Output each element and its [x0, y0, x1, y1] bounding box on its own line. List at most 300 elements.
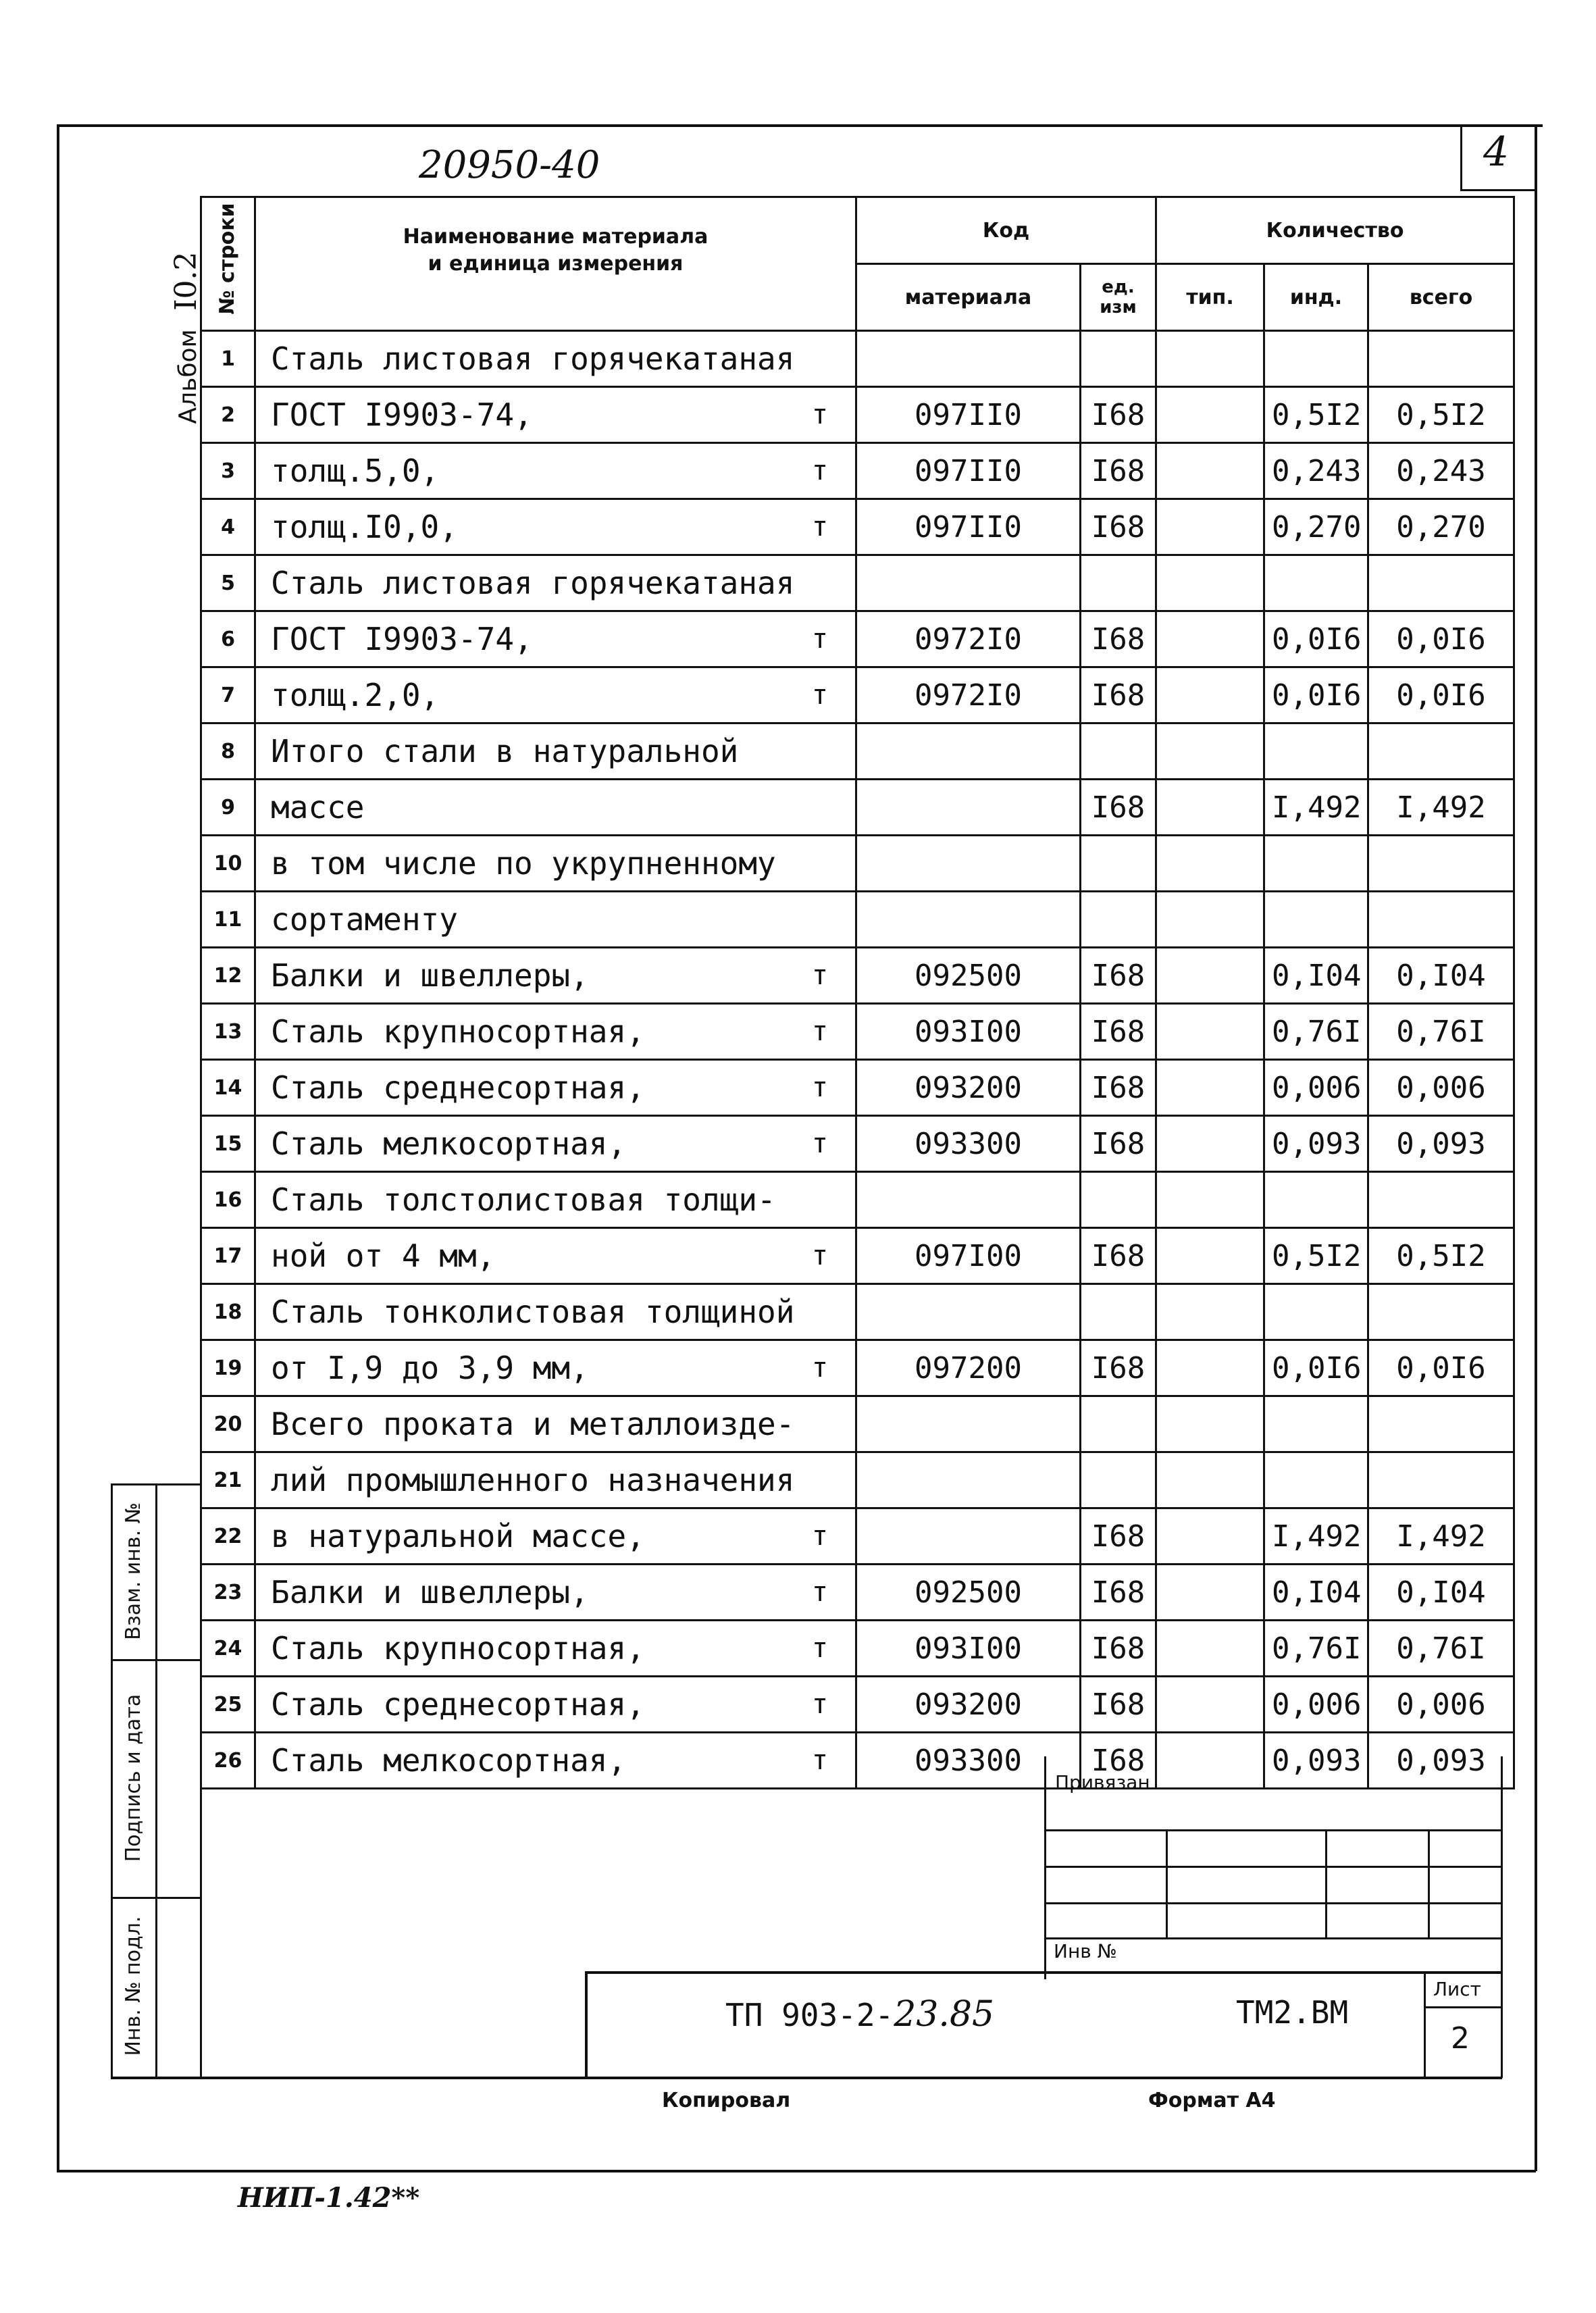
material-name: [255, 1677, 856, 1733]
material-name: [255, 387, 856, 443]
qty-ind: I,492: [1264, 780, 1368, 836]
material-code: [856, 1396, 1081, 1452]
qty-total: 0,093: [1368, 1116, 1514, 1172]
material-name-text: Сталь листовая горячекатаная: [271, 340, 795, 377]
qty-total: 0,5I2: [1368, 387, 1514, 443]
qty-ind: [1264, 1452, 1368, 1508]
table-row: [201, 892, 1514, 948]
album-number: I0.2: [169, 251, 203, 311]
unit-code: [1081, 836, 1156, 892]
unit-code: [1081, 331, 1156, 387]
lower-right-border: [1501, 1756, 1503, 2078]
table-row: [201, 1340, 1514, 1396]
frame-top-line: [57, 124, 1543, 127]
qty-typ: [1156, 499, 1264, 555]
qty-total: [1368, 1396, 1514, 1452]
material-name: [255, 836, 856, 892]
qty-typ: [1156, 1004, 1264, 1060]
material-name: [255, 331, 856, 387]
table-row: [201, 1284, 1514, 1340]
qty-ind: [1264, 836, 1368, 892]
copied-label: Копировал: [662, 2089, 791, 2112]
inv-no-label: Инв №: [1054, 1940, 1117, 1962]
qty-total-header: всего: [1368, 264, 1514, 331]
material-code: [856, 1508, 1081, 1565]
material-name-text: ГОСТ I9903-74,: [271, 621, 533, 657]
frame-bottom-line: [57, 2170, 1536, 2172]
material-name: [255, 1116, 856, 1172]
stamp-divider-1: [111, 1659, 202, 1661]
material-name-text: от I,9 до 3,9 мм,: [271, 1350, 589, 1386]
qty-ind: 0,0I6: [1264, 611, 1368, 667]
measure-unit: т: [811, 1521, 828, 1552]
unit-code: [1081, 723, 1156, 780]
stamp-inner-border: [155, 1483, 157, 2078]
qty-total: [1368, 1172, 1514, 1228]
material-name: [255, 1508, 856, 1565]
row-number: 26: [201, 1733, 255, 1789]
material-code: 092500: [856, 1565, 1081, 1621]
qty-ind: [1264, 1396, 1368, 1452]
material-name-text: ной от 4 мм,: [271, 1238, 496, 1274]
qty-typ: [1156, 1284, 1264, 1340]
measure-unit: т: [811, 455, 828, 486]
material-code: 097200: [856, 1340, 1081, 1396]
qty-ind: 0,0I6: [1264, 1340, 1368, 1396]
material-name-text: Сталь тонколистовая толщиной: [271, 1294, 795, 1330]
row-number: 4: [201, 499, 255, 555]
unit-code: I68: [1081, 1508, 1156, 1565]
qty-typ: [1156, 1508, 1264, 1565]
material-code: 093200: [856, 1060, 1081, 1116]
qty-typ: [1156, 611, 1264, 667]
qty-ind: [1264, 555, 1368, 611]
measure-unit: т: [811, 680, 828, 711]
material-name: [255, 1565, 856, 1621]
row-number: 16: [201, 1172, 255, 1228]
qty-typ: [1156, 892, 1264, 948]
frame-left-line: [57, 124, 59, 2171]
table-row: [201, 555, 1514, 611]
name-header: Наименование материала и единица измерения: [255, 197, 856, 331]
qty-ind: 0,093: [1264, 1733, 1368, 1789]
qty-ind: I,492: [1264, 1508, 1368, 1565]
table-row: [201, 1172, 1514, 1228]
unit-code: I68: [1081, 1733, 1156, 1789]
qty-total: [1368, 1452, 1514, 1508]
material-name-text: Сталь среднесортная,: [271, 1686, 645, 1723]
materials-table: [200, 196, 1515, 1789]
material-name-text: Сталь среднесортная,: [271, 1069, 645, 1106]
qty-ind: [1264, 1284, 1368, 1340]
table-row: [201, 667, 1514, 723]
unit-code: I68: [1081, 780, 1156, 836]
material-name: [255, 1004, 856, 1060]
measure-unit: т: [811, 1240, 828, 1271]
qty-typ: [1156, 443, 1264, 499]
material-name: [255, 443, 856, 499]
measure-unit: т: [811, 1352, 828, 1383]
table-row: [201, 331, 1514, 387]
title-block-left: [585, 1971, 588, 2078]
table-row: [201, 1733, 1514, 1789]
material-name: [255, 948, 856, 1004]
sheet-box-left: [1424, 1971, 1426, 2078]
material-code: 097II0: [856, 499, 1081, 555]
unit-code: [1081, 1172, 1156, 1228]
stamp-left-border: [111, 1483, 113, 2078]
sheet-number: 2: [1451, 2021, 1470, 2056]
table-row: [201, 1004, 1514, 1060]
table-row: [201, 611, 1514, 667]
unit-code: I68: [1081, 611, 1156, 667]
qty-typ: [1156, 1060, 1264, 1116]
priv-row-1: [1044, 1829, 1501, 1831]
material-name-text: толщ.2,0,: [271, 677, 440, 713]
qty-total: [1368, 836, 1514, 892]
row-number: 13: [201, 1004, 255, 1060]
table-row: [201, 1396, 1514, 1452]
qty-total: I,492: [1368, 1508, 1514, 1565]
podpis-data-label: Подпись и дата: [122, 1694, 145, 1862]
table-row: [201, 1621, 1514, 1677]
row-number: 15: [201, 1116, 255, 1172]
row-number: 19: [201, 1340, 255, 1396]
table-body: [201, 331, 1514, 1789]
unit-code: I68: [1081, 1677, 1156, 1733]
material-name-text: в том числе по укрупненному: [271, 845, 776, 882]
format-label: Формат А4: [1148, 2089, 1276, 2112]
material-name: [255, 1228, 856, 1284]
qty-ind: 0,I04: [1264, 1565, 1368, 1621]
privyazan-left: [1044, 1756, 1046, 1979]
qty-ind: 0,006: [1264, 1060, 1368, 1116]
table-row: [201, 1228, 1514, 1284]
material-code: [856, 1284, 1081, 1340]
qty-ind: [1264, 892, 1368, 948]
table-row: [201, 499, 1514, 555]
unit-code: I68: [1081, 1116, 1156, 1172]
material-name: [255, 780, 856, 836]
priv-row-3: [1044, 1902, 1501, 1904]
table-row: [201, 1508, 1514, 1565]
qty-total: [1368, 1284, 1514, 1340]
unit-code: I68: [1081, 1060, 1156, 1116]
material-code: [856, 1452, 1081, 1508]
row-number: 25: [201, 1677, 255, 1733]
qty-total: 0,76I: [1368, 1004, 1514, 1060]
sheet-label: Лист: [1433, 1978, 1481, 2000]
material-name-text: Сталь крупносортная,: [271, 1630, 645, 1667]
unit-code: I68: [1081, 1621, 1156, 1677]
unit-code: I68: [1081, 667, 1156, 723]
material-code: 093I00: [856, 1004, 1081, 1060]
qty-typ: [1156, 667, 1264, 723]
qty-total: 0,5I2: [1368, 1228, 1514, 1284]
material-name: [255, 1621, 856, 1677]
bottom-stamp: НИП-1.42**: [238, 2182, 420, 2214]
qty-typ-header: тип.: [1156, 264, 1264, 331]
measure-unit: т: [811, 1633, 828, 1664]
document-code-print: ТП 903-2-: [725, 1997, 894, 2033]
qty-ind: 0,5I2: [1264, 387, 1368, 443]
material-name: [255, 1396, 856, 1452]
material-name-text: Итого стали в натуральной: [271, 733, 739, 769]
qty-ind: 0,006: [1264, 1677, 1368, 1733]
qty-ind: [1264, 723, 1368, 780]
material-name-text: в натуральной массе,: [271, 1518, 645, 1554]
qty-total: [1368, 331, 1514, 387]
table-row: [201, 387, 1514, 443]
row-number: 12: [201, 948, 255, 1004]
material-name-text: Балки и швеллеры,: [271, 957, 589, 994]
qty-ind-header: инд.: [1264, 264, 1368, 331]
qty-typ: [1156, 780, 1264, 836]
material-name-text: Сталь мелкосортная,: [271, 1742, 627, 1779]
priv-col-3: [1428, 1829, 1430, 1937]
material-code: 0972I0: [856, 611, 1081, 667]
row-number: 11: [201, 892, 255, 948]
priv-row-2: [1044, 1866, 1501, 1868]
measure-unit: т: [811, 1072, 828, 1103]
material-name-text: Сталь крупносортная,: [271, 1013, 645, 1050]
measure-unit: т: [811, 624, 828, 655]
material-code: [856, 1172, 1081, 1228]
table-row: [201, 948, 1514, 1004]
material-name: [255, 1172, 856, 1228]
measure-unit: т: [811, 1689, 828, 1720]
material-name-text: Всего проката и металлоизде-: [271, 1406, 795, 1442]
document-code: [725, 1994, 994, 2035]
qty-total: 0,I04: [1368, 1565, 1514, 1621]
row-number: 9: [201, 780, 255, 836]
frame-right-line: [1535, 124, 1537, 2171]
material-code: 097I00: [856, 1228, 1081, 1284]
unit-code: I68: [1081, 443, 1156, 499]
code-material-header: материала: [856, 264, 1081, 331]
material-code: [856, 780, 1081, 836]
qty-ind: 0,76I: [1264, 1621, 1368, 1677]
material-code: 093300: [856, 1116, 1081, 1172]
quantity-header: Количество: [1156, 197, 1514, 264]
row-number: 7: [201, 667, 255, 723]
qty-ind: 0,76I: [1264, 1004, 1368, 1060]
material-name-text: Сталь листовая горячекатаная: [271, 565, 795, 601]
table-row: [201, 1677, 1514, 1733]
corner-box-left: [1460, 126, 1462, 190]
qty-typ: [1156, 836, 1264, 892]
material-code: 097II0: [856, 443, 1081, 499]
table-row: [201, 1565, 1514, 1621]
material-code: 093200: [856, 1677, 1081, 1733]
unit-code: I68: [1081, 1565, 1156, 1621]
material-name-text: ГОСТ I9903-74,: [271, 397, 533, 433]
unit-code: [1081, 555, 1156, 611]
row-number: 20: [201, 1396, 255, 1452]
qty-ind: 0,5I2: [1264, 1228, 1368, 1284]
unit-code: [1081, 892, 1156, 948]
priv-row-4: [1044, 1937, 1501, 1939]
qty-typ: [1156, 1228, 1264, 1284]
row-number: 17: [201, 1228, 255, 1284]
unit-code: [1081, 1284, 1156, 1340]
qty-ind: 0,I04: [1264, 948, 1368, 1004]
qty-ind: 0,093: [1264, 1116, 1368, 1172]
material-name-text: Сталь толстолистовая толщи-: [271, 1181, 776, 1218]
qty-total: [1368, 892, 1514, 948]
material-code: 092500: [856, 948, 1081, 1004]
qty-ind: [1264, 331, 1368, 387]
unit-code: I68: [1081, 1004, 1156, 1060]
row-no-header: № строки: [215, 203, 239, 315]
material-name: [255, 667, 856, 723]
unit-code: I68: [1081, 1340, 1156, 1396]
material-name: [255, 1452, 856, 1508]
qty-ind: 0,270: [1264, 499, 1368, 555]
material-code: 093I00: [856, 1621, 1081, 1677]
row-number: 5: [201, 555, 255, 611]
qty-typ: [1156, 723, 1264, 780]
sheet-code: ТМ2.ВМ: [1236, 1994, 1349, 2031]
row-number: 24: [201, 1621, 255, 1677]
row-number: 23: [201, 1565, 255, 1621]
measure-unit: т: [811, 1577, 828, 1608]
measure-unit: т: [811, 1016, 828, 1047]
table-row: [201, 723, 1514, 780]
material-name-text: сортаменту: [271, 901, 458, 938]
table-header-row-1: [201, 197, 1514, 264]
handwritten-number: 20950-40: [419, 143, 600, 187]
qty-typ: [1156, 1452, 1264, 1508]
priv-col-1: [1166, 1829, 1168, 1937]
album-label-text: Альбом: [174, 329, 202, 424]
title-block-top: [585, 1971, 1501, 1974]
unit-code: [1081, 1396, 1156, 1452]
qty-ind: [1264, 1172, 1368, 1228]
material-name: [255, 892, 856, 948]
qty-typ: [1156, 1621, 1264, 1677]
material-code: 097II0: [856, 387, 1081, 443]
unit-code: I68: [1081, 1228, 1156, 1284]
measure-unit: т: [811, 960, 828, 991]
qty-total: [1368, 555, 1514, 611]
code-unit-header: ед. изм: [1081, 264, 1156, 331]
row-number: 18: [201, 1284, 255, 1340]
vzam-inv-label: Взам. инв. №: [122, 1502, 145, 1640]
material-code: [856, 892, 1081, 948]
material-code: [856, 836, 1081, 892]
material-name: [255, 1340, 856, 1396]
table-row: [201, 443, 1514, 499]
material-name: [255, 1733, 856, 1789]
material-name-text: толщ.5,0,: [271, 453, 440, 489]
qty-typ: [1156, 948, 1264, 1004]
row-number: 3: [201, 443, 255, 499]
row-number: 22: [201, 1508, 255, 1565]
qty-typ: [1156, 1172, 1264, 1228]
qty-total: 0,006: [1368, 1060, 1514, 1116]
unit-code: I68: [1081, 387, 1156, 443]
material-code: 093300: [856, 1733, 1081, 1789]
unit-code: I68: [1081, 948, 1156, 1004]
measure-unit: т: [811, 399, 828, 430]
material-name-text: массе: [271, 789, 365, 825]
qty-typ: [1156, 555, 1264, 611]
qty-typ: [1156, 1733, 1264, 1789]
material-name-text: Балки и швеллеры,: [271, 1574, 589, 1610]
qty-total: I,492: [1368, 780, 1514, 836]
row-number: 21: [201, 1452, 255, 1508]
qty-typ: [1156, 331, 1264, 387]
qty-typ: [1156, 1677, 1264, 1733]
document-code-hand: 23.85: [894, 1994, 995, 2035]
page-corner-number: 4: [1483, 128, 1510, 176]
row-number: 2: [201, 387, 255, 443]
row-no-header-cell: [201, 197, 255, 331]
unit-code: [1081, 1452, 1156, 1508]
qty-total: 0,76I: [1368, 1621, 1514, 1677]
qty-total: 0,I04: [1368, 948, 1514, 1004]
qty-ind: 0,243: [1264, 443, 1368, 499]
material-code: [856, 555, 1081, 611]
material-name: [255, 555, 856, 611]
measure-unit: т: [811, 1128, 828, 1159]
qty-total: [1368, 723, 1514, 780]
priv-col-2: [1325, 1829, 1327, 1937]
qty-ind: 0,0I6: [1264, 667, 1368, 723]
code-header: Код: [856, 197, 1156, 264]
table-row: [201, 1060, 1514, 1116]
row-number: 6: [201, 611, 255, 667]
table-row: [201, 1116, 1514, 1172]
lower-left-border: [200, 1756, 202, 2078]
table-row: [201, 780, 1514, 836]
material-name-text: толщ.I0,0,: [271, 509, 458, 545]
material-code: [856, 331, 1081, 387]
row-number: 1: [201, 331, 255, 387]
corner-box-bottom: [1460, 189, 1536, 191]
privyazan-label: Привязан: [1055, 1771, 1150, 1794]
table-row: [201, 836, 1514, 892]
material-code: [856, 723, 1081, 780]
qty-typ: [1156, 1565, 1264, 1621]
qty-total: 0,243: [1368, 443, 1514, 499]
row-number: 8: [201, 723, 255, 780]
qty-total: 0,0I6: [1368, 611, 1514, 667]
material-name: [255, 611, 856, 667]
unit-code: I68: [1081, 499, 1156, 555]
measure-unit: т: [811, 1745, 828, 1776]
qty-total: 0,006: [1368, 1677, 1514, 1733]
qty-typ: [1156, 1116, 1264, 1172]
material-name: [255, 1060, 856, 1116]
qty-total: 0,270: [1368, 499, 1514, 555]
material-name-text: Сталь мелкосортная,: [271, 1125, 627, 1162]
row-number: 10: [201, 836, 255, 892]
qty-typ: [1156, 1340, 1264, 1396]
material-name: [255, 499, 856, 555]
material-name: [255, 723, 856, 780]
material-name-text: лий промышленного назначения: [271, 1462, 795, 1498]
material-code: 0972I0: [856, 667, 1081, 723]
material-name: [255, 1284, 856, 1340]
stamp-bottom-border: [111, 2077, 1502, 2079]
qty-typ: [1156, 1396, 1264, 1452]
qty-typ: [1156, 387, 1264, 443]
table-row: [201, 1452, 1514, 1508]
measure-unit: т: [811, 511, 828, 542]
qty-total: 0,093: [1368, 1733, 1514, 1789]
